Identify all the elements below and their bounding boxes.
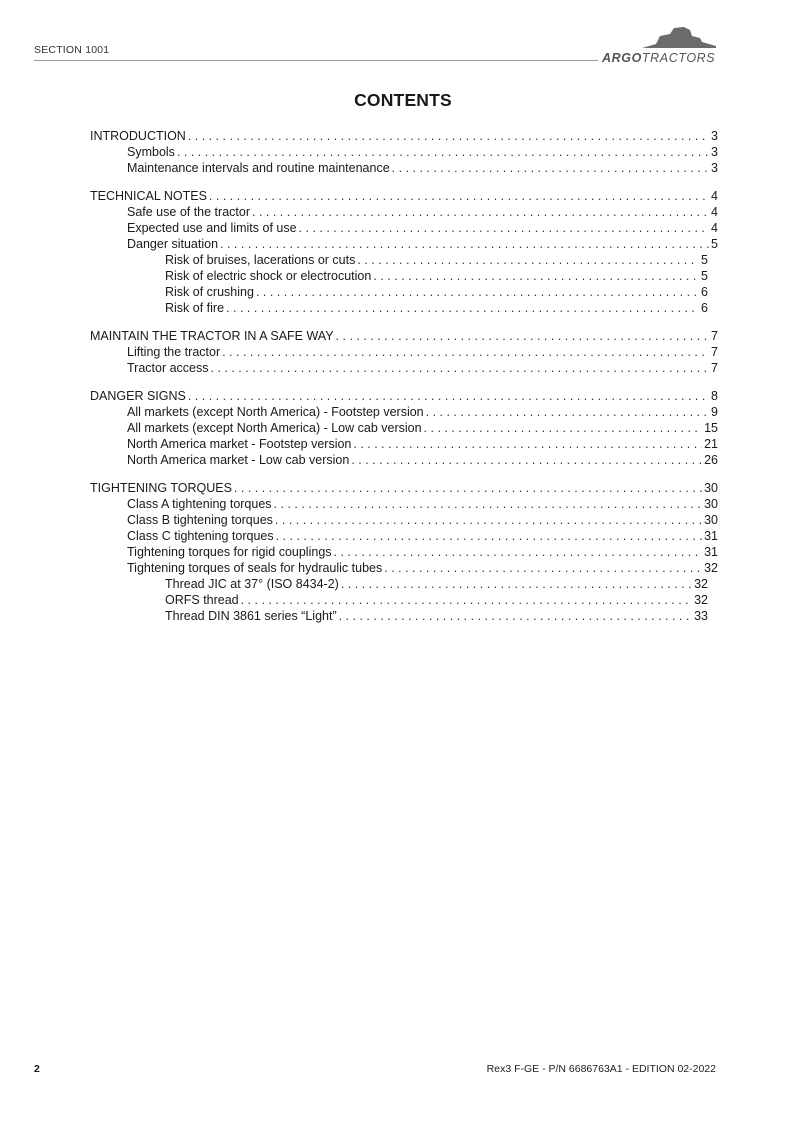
toc-entry[interactable] [90, 128, 718, 144]
toc-entry-title: Thread JIC at 37° (ISO 8434-2) [165, 577, 339, 591]
toc-entry-page: 5 [701, 253, 708, 267]
toc-entry[interactable] [90, 452, 718, 468]
toc-leader-dots [373, 268, 699, 284]
header-divider [34, 60, 598, 61]
tractor-silhouette-icon [640, 26, 718, 52]
toc-leader-dots [276, 528, 702, 544]
toc-entry[interactable] [90, 236, 718, 252]
toc-entry-title: Symbols [127, 145, 175, 159]
toc-entry-title: All markets (except North America) - Low cab version [127, 421, 422, 435]
toc-entry-page: 32 [694, 593, 708, 607]
toc-entry-title: Risk of bruises, lacerations or cuts [165, 253, 356, 267]
toc-entry-page: 32 [704, 561, 718, 575]
toc-entry-title: ORFS thread [165, 593, 239, 607]
toc-entry[interactable] [90, 608, 718, 624]
document-info: Rex3 F-GE - P/N 6686763A1 - EDITION 02-2022 [486, 1063, 716, 1075]
toc-entry-title: Risk of crushing [165, 285, 254, 299]
toc-entry-page: 3 [711, 129, 718, 143]
toc-leader-dots [222, 344, 709, 360]
toc-leader-dots [426, 404, 709, 420]
page-number: 2 [34, 1063, 40, 1075]
toc-entry[interactable] [90, 560, 718, 576]
toc-entry-title: Thread DIN 3861 series “Light” [165, 609, 337, 623]
toc-entry-page: 7 [711, 361, 718, 375]
toc-leader-dots [188, 388, 709, 404]
toc-entry[interactable] [90, 252, 718, 268]
toc-entry[interactable] [90, 420, 718, 436]
toc-entry-title: Lifting the tractor [127, 345, 221, 359]
section-label: SECTION 1001 [34, 44, 110, 56]
toc-entry-page: 32 [694, 577, 708, 591]
toc-entry[interactable] [90, 188, 718, 204]
toc-leader-dots [234, 480, 702, 496]
toc-entry-page: 5 [711, 237, 718, 251]
toc-leader-dots [336, 328, 709, 344]
toc-entry-page: 3 [711, 145, 718, 159]
toc-leader-dots [392, 160, 709, 176]
toc-leader-dots [220, 236, 709, 252]
toc-entry[interactable] [90, 404, 718, 420]
toc-entry-page: 30 [704, 497, 718, 511]
toc-entry-title: Danger situation [127, 237, 219, 251]
toc-leader-dots [357, 252, 699, 268]
toc-entry[interactable] [90, 544, 718, 560]
toc-entry-title: Tightening torques for rigid couplings [127, 545, 332, 559]
toc-entry-page: 7 [711, 329, 718, 343]
toc-entry[interactable] [90, 512, 718, 528]
toc-entry[interactable] [90, 592, 718, 608]
toc-leader-dots [275, 512, 702, 528]
toc-entry[interactable] [90, 160, 718, 176]
toc-entry[interactable] [90, 344, 718, 360]
toc-entry-page: 6 [701, 285, 708, 299]
toc-entry-page: 4 [711, 189, 718, 203]
toc-leader-dots [299, 220, 710, 236]
logo-light-text: TRACTORS [641, 51, 716, 65]
toc-leader-dots [274, 496, 703, 512]
toc-leader-dots [188, 128, 709, 144]
toc-leader-dots [339, 608, 692, 624]
toc-entry-title: INTRODUCTION [90, 129, 186, 143]
toc-entry[interactable] [90, 436, 718, 452]
toc-entry-title: Risk of electric shock or electrocution [165, 269, 372, 283]
toc-entry-page: 8 [711, 389, 718, 403]
table-of-contents [90, 128, 718, 624]
toc-entry[interactable] [90, 284, 718, 300]
toc-entry-page: 9 [711, 405, 718, 419]
toc-entry-title: TIGHTENING TORQUES [90, 481, 232, 495]
toc-entry-title: DANGER SIGNS [90, 389, 186, 403]
toc-entry-title: Tightening torques of seals for hydraulic tubes [127, 561, 383, 575]
toc-entry-title: Class A tightening torques [127, 497, 272, 511]
toc-entry[interactable] [90, 388, 718, 404]
toc-entry-title: Class B tightening torques [127, 513, 273, 527]
toc-entry-page: 3 [711, 161, 718, 175]
toc-entry[interactable] [90, 496, 718, 512]
toc-entry-title: Tractor access [127, 361, 209, 375]
toc-leader-dots [256, 284, 699, 300]
toc-leader-dots [209, 188, 709, 204]
toc-entry-title: North America market - Footstep version [127, 437, 352, 451]
toc-entry-page: 21 [704, 437, 718, 451]
toc-entry-title: TECHNICAL NOTES [90, 189, 207, 203]
toc-entry-title: All markets (except North America) - Footstep version [127, 405, 424, 419]
toc-entry[interactable] [90, 268, 718, 284]
toc-entry-page: 15 [704, 421, 718, 435]
toc-entry[interactable] [90, 528, 718, 544]
toc-leader-dots [351, 452, 702, 468]
toc-entry[interactable] [90, 220, 718, 236]
toc-entry-title: Maintenance intervals and routine maintenance [127, 161, 390, 175]
toc-entry-page: 33 [694, 609, 708, 623]
toc-entry-page: 4 [711, 205, 718, 219]
toc-entry-title: North America market - Low cab version [127, 453, 350, 467]
logo-wordmark [602, 51, 715, 65]
toc-entry-page: 31 [704, 529, 718, 543]
toc-entry-title: Class C tightening torques [127, 529, 274, 543]
argo-tractors-logo [598, 26, 718, 66]
toc-entry[interactable] [90, 144, 718, 160]
toc-leader-dots [334, 544, 703, 560]
toc-entry[interactable] [90, 576, 718, 592]
logo-bold-text: ARGO [602, 51, 642, 65]
page-title: CONTENTS [354, 90, 452, 110]
toc-entry-page: 31 [704, 545, 718, 559]
toc-leader-dots [353, 436, 702, 452]
toc-entry-page: 6 [701, 301, 708, 315]
toc-entry-page: 4 [711, 221, 718, 235]
toc-leader-dots [252, 204, 709, 220]
toc-entry-title: Risk of fire [165, 301, 225, 315]
toc-leader-dots [384, 560, 702, 576]
toc-entry[interactable] [90, 204, 718, 220]
toc-entry-page: 7 [711, 345, 718, 359]
toc-entry-page: 5 [701, 269, 708, 283]
toc-leader-dots [211, 360, 710, 376]
toc-leader-dots [226, 300, 699, 316]
toc-entry[interactable] [90, 480, 718, 496]
toc-leader-dots [341, 576, 692, 592]
toc-entry-title: Expected use and limits of use [127, 221, 297, 235]
toc-entry[interactable] [90, 360, 718, 376]
toc-entry-page: 30 [704, 481, 718, 495]
toc-entry[interactable] [90, 300, 718, 316]
toc-entry-title: MAINTAIN THE TRACTOR IN A SAFE WAY [90, 329, 334, 343]
toc-entry[interactable] [90, 328, 718, 344]
toc-entry-page: 30 [704, 513, 718, 527]
toc-leader-dots [424, 420, 703, 436]
toc-entry-title: Safe use of the tractor [127, 205, 250, 219]
toc-leader-dots [177, 144, 709, 160]
toc-leader-dots [241, 592, 692, 608]
toc-entry-page: 26 [704, 453, 718, 467]
